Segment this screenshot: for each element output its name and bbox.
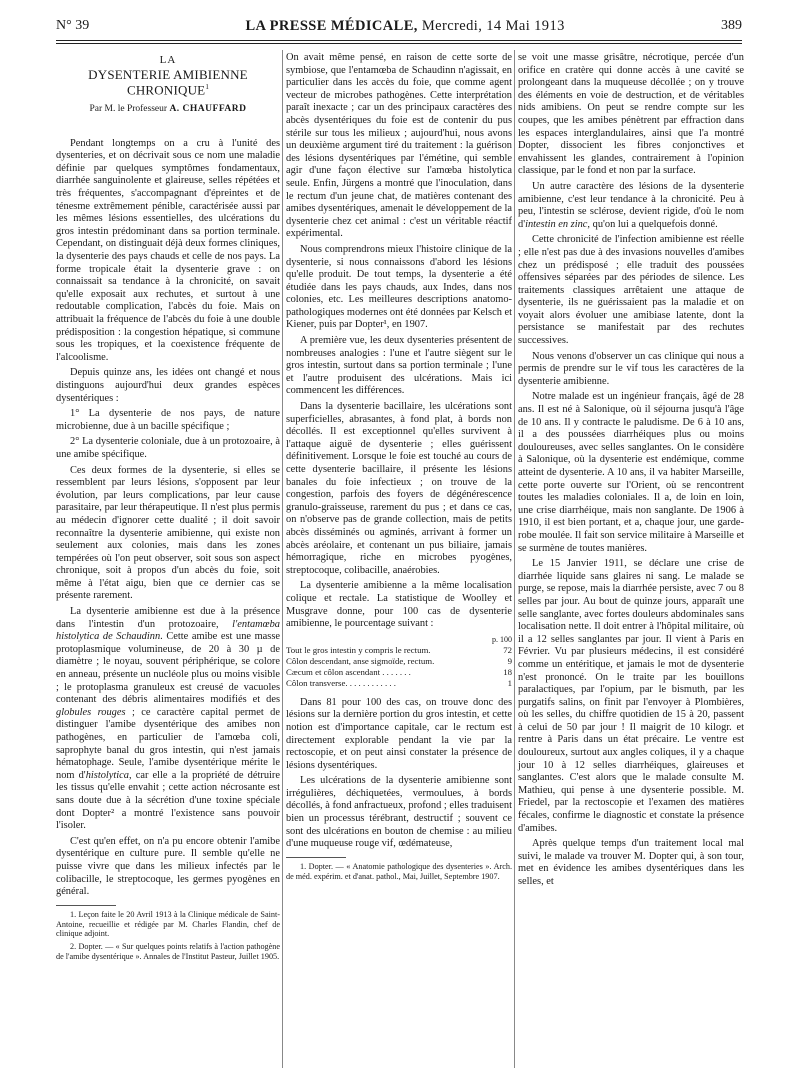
stat-unit: p. 100: [492, 634, 512, 644]
header-rule-2: [56, 43, 742, 44]
column-divider-2: [514, 50, 515, 1068]
paragraph: Ces deux formes de la dysenterie, si elles se ressemblent par leurs lésions, s'opposent par leur évolution, par leurs complications, par leur cause parasitaire, par leur thérapeutique. Il n'est plus permis au médecin d'ignorer cette dualité ; il doit savoir reconnaître la dysenterie amibienne, qui existe non seulement aux colonies, mais dans les zones tempérées où l'on peut observer, soit sous son aspect chronique, soit à propos d'un abcès du foie, soit même à l'état aigu, bien que ce dernier cas se présente rarement.: [56, 464, 280, 602]
table-row: [286, 667, 512, 678]
paragraph: Cette chronicité de l'infection amibienne est réelle ; elle n'est pas due à des invasions nouvelles d'amibes chez un prédisposé ; elle traduit des poussées offensives séparées par des périodes de silence. Les traitements classiques arrêtaient une attaque de dysenterie, ils ne guérissaient pas la maladie et on voyait alors évoluer une amibiase latente, dont la persistance se manifestait par des rechutes successives.: [518, 234, 744, 347]
column-1: [56, 52, 280, 965]
paragraph: se voit une masse grisâtre, nécrotique, percée d'un orifice en cratère qui donne accès à une cavité se prolongeant dans la muqueuse décollée ; on y trouve des éléments en voie de destruction, et de véritables nids amibiens. On peut se rendre compte sur les coupes, que les amibes pénètrent par effraction dans les espaces interglandulaires, ainsi que l'a montré Dopter, dissocient les fibres conjonctives et envahissent les glandes, contrairement à l'opinion classique, par le fond et non par la surface.: [518, 52, 744, 177]
paragraph: A première vue, les deux dysenteries présentent de nombreuses analogies : l'une et l'autre siègent sur le gros intestin, surtout dans sa portion terminale ; l'une et l'autre produisent des ulcérations. Mais ici commencent les différences.: [286, 335, 512, 397]
paragraph: [56, 606, 280, 833]
article-title-text: DYSENTERIE AMIBIENNE CHRONIQUE: [88, 66, 248, 98]
author-name: A. CHAUFFARD: [169, 104, 247, 115]
paragraph: Notre malade est un ingénieur français, âgé de 28 ans. Il est né à Salonique, où il séjourna jusqu'à l'âge de 10 ans. Il y contracte le paludisme. De 6 à 10 ans, il a des poussées diarrhéiques plus ou moins douloureuses, avec selles sanglantes. On le considère à Salonique, où la dysenterie est endémique, comme atteint de dysenterie. A 10 ans, il va habiter Marseille, cette porte ouverte sur l'Orient, où se rencontrent toutes les maladies coloniales. Il a, de loin en loin, une crise diarrhéique, mais non sanglante. De 1906 à 1910, il est bien portant, et a, chaque jour, une garde-robe moulée. Il fait son service militaire à Marseille et se surmène de toutes manières.: [518, 391, 744, 554]
paragraph: Depuis quinze ans, les idées ont changé et nous distinguons aujourd'hui deux grandes espèces dysentériques :: [56, 367, 280, 404]
stat-label: Tout le gros intestin y compris le rectum.: [286, 644, 431, 655]
paragraph: Dans la dysenterie bacillaire, les ulcérations sont superficielles, abrasantes, à fond plat, à bords non décollés. Il est exceptionnel qu'elles survivent à l'attaque aiguë de dysenterie ; elles guérissent définitivement. Lorsque le foie est touché au cours de cette dysenterie bacillaire, il présente les lésions banales du foie infectieux ; on trouve de la congestion, parfois des foyers de dégénérescence granulo-graisseuse, rarement du pus ; et dans ce cas, on n'observe pas de grande collection, mais de petits abcès disséminés ou agminés, arrivant à former un abcès aréolaire, et contenant un pus biliaire, jamais hémorragique, riche en microbes pyogènes, streptocoque, colibacille, anaérobies.: [286, 401, 512, 576]
italic-run: l'entamœba histolytica de Schaudinn: [56, 618, 280, 643]
title-footnote-mark: 1: [205, 83, 210, 92]
column-2: [286, 52, 512, 884]
article-title: [56, 66, 280, 98]
italic-run: intestin en zinc: [525, 218, 588, 230]
paragraph: La dysenterie amibienne a la même localisation colique et rectale. La statistique de Woolley et Musgrave donne, pour 100 cas de dysenterie amibienne, le pourcentage suivant :: [286, 580, 512, 630]
issue-date: Mercredi, 14 Mai 1913: [417, 17, 565, 34]
page-header: [56, 14, 742, 38]
page-number: 389: [720, 18, 742, 33]
text-run: La dysenterie amibienne est due à la présence dans l'intestin d'un protozoaire,: [56, 606, 280, 630]
text-run: , qu'on lui a quelquefois donné.: [587, 218, 718, 230]
italic-run: globules rouges: [56, 706, 126, 718]
text-run: Un autre caractère des lésions de la dysenterie amibienne, c'est leur tendance à la chronicité. Peu à peu, l'intestin se sclérose, devient rigide, d'où le nom d': [518, 180, 744, 230]
paragraph: C'est qu'en effet, on n'a pu encore obtenir l'amibe dysentérique en culture pure. Il semble qu'elle ne puisse vivre que dans les milieux infectés par le colibacille, le streptocoque, les germes pyogènes en général.: [56, 835, 280, 898]
table-row: [286, 678, 512, 689]
table-row: [286, 656, 512, 667]
paragraph: [518, 181, 744, 231]
stat-label: Côlon descendant, anse sigmoïde, rectum.: [286, 655, 435, 666]
stat-label: Côlon transverse. . . . . . . . . . . .: [286, 677, 396, 688]
paragraph: Les ulcérations de la dysenterie amibienne sont irrégulières, déchiquetées, vermoulues, à bords décollés, à fond anfractueux, profond ; elles traduisent bien un processus térébrant, destructif ; souvent ce sont des ulcérations en bouton de chemise : au milieu d'une muqueuse rouge vif, œdémateuse,: [286, 775, 512, 850]
article-kicker: LA: [159, 54, 177, 66]
byline: [56, 103, 280, 116]
stat-value: 9: [507, 655, 512, 666]
footnote-rule: [286, 857, 346, 858]
paragraph: Nous venons d'observer un cas clinique qui nous a permis de prendre sur le vif tous les caractères de la dysenterie amibienne.: [518, 350, 744, 387]
stat-label: Cæcum et côlon ascendant . . . . . . .: [286, 666, 411, 677]
paragraph: Dans 81 pour 100 des cas, on trouve donc des lésions sur la dernière portion du gros intestin, et cette notion est d'importance capitale, car le rectum est directement explorable pendant la vie par la rectoscopie, et on peut ainsi constater la présence de lésions dysentériques.: [286, 696, 512, 771]
header-rule: [56, 40, 742, 41]
footnote-rule: [56, 905, 116, 906]
paragraph: Le 15 Janvier 1911, se déclare une crise de diarrhée liquide sans glaires ni sang. Le malade se purge, se repose, mais la diarrhée persiste, avec 7 ou 8 selles par jour. Au bout de quinze jours, apparaît une selle sanglante, avec fortes douleurs abdominales sans localisation nette. Il doit entrer à l'hôpital militaire, où il a 12 selles sanglantes par jour. Il vient à Paris en Février. Vu par plusieurs médecins, il est considéré comme un entéritique, et jamais le mot de dysenterie n'est prononcé. On le traite par les bouillons paralactiques, par l'opium, par le bismuth, par les purgatifs salins, on finit par l'envoyer à Plombières, où les selles, du chiffre quotidien de 15 à 20, passent à celui de 50 par jour ! Il maigrit de 10 kilogr. et rentre à Paris dans un état précaire. Le ventre est douloureux, surtout aux angles coliques, il y a chaque jour 10 à 12 selles diarrhéiques, glaireuses et sanglantes. C'est alors que le malade consulte M. Mathieu, qui pense à une dysenterie possible. M. Friedel, par la rectoscopie et l'examen des matières fécales, confirme le diagnostic et constate la présence d'amibes.: [518, 558, 744, 834]
statistics-table: [286, 634, 512, 689]
paragraph: Nous comprendrons mieux l'histoire clinique de la dysenterie, si nous connaissons d'abord les lésions qu'elle produit. De tout temps, la dysenterie a été étudiée dans les pays chauds, aux Indes, dans nos colonies, etc. Les meilleures descriptions anatomo-pathologiques modernes ont été données par Kelsch et Kiener, puis par Dopter¹, en 1907.: [286, 243, 512, 331]
column-divider-1: [282, 50, 283, 1068]
text-run: . Cette amibe est une masse protoplasmique volumineuse, de 20 à 30 µ de diamètre ; le noyau, souvent périphérique, se colore en anneau, présente un nucléole plus ou moins visible ; le protoplasma granuleux est creusé de vacuoles contenant des débris alimentaires modifiés et des: [56, 631, 280, 706]
column-3: [518, 52, 744, 892]
journal-title: [245, 18, 564, 35]
stat-value: 18: [503, 666, 512, 677]
table-row: [286, 645, 512, 656]
italic-run: histolytica: [85, 769, 129, 781]
paragraph: 2° La dysenterie coloniale, due à un protozoaire, à une amibe spécifique.: [56, 436, 280, 460]
journal-name: LA PRESSE MÉDICALE,: [245, 17, 418, 34]
footnote: 1. Dopter. — « Anatomie pathologique des dysenteries ». Arch. de méd. expérim. et d'anat. pathol., Mai, Juillet, Septembre 1907.: [286, 861, 512, 881]
paragraph: Après quelque temps d'un traitement local mal suivi, le malade va trouver M. Dopter qui, à son tour, met en évidence les amibes dysentériques dans les selles, et: [518, 838, 744, 887]
paragraph: Pendant longtemps on a cru à l'unité des dysenteries, et on décrivait sous ce nom une maladie définie par quelques symptômes fondamentaux, diarrhée sanguinolente et glaireuse, selles répétées et très fréquentes, s'accompagnant d'épreintes et de ténesme extrêmement pénible, caractérisée aussi par les mêmes lésions essentielles, des ulcérations du gros intestin prédominant dans sa portion terminale. Cependant, on distinguait déjà deux formes cliniques, la dysenterie des pays chauds et celle de nos pays. La forme tropicale était la dysenterie grave : on connaissait sa tendance à la chronicité, on savait qu'elle exposait aux rechutes, et surtout à une redoutable complication, l'abcès du foie. Mais on attribuait la fréquence de l'abcès du foie à une double prédisposition : la congestion hépatique, si commune sous les tropiques, et la coexistence fréquente de l'alcoolisme.: [56, 137, 280, 363]
text-run: , car elle a la propriété de détruire les tissus qu'elle envahit ; cette action nécrosante est sans doute due à la sécrétion d'une toxine spéciale dont Dopter² a montré l'existence sans pouvoir l'isoler.: [56, 769, 280, 832]
byline-prefix: Par M. le Professeur: [89, 104, 170, 115]
stat-value: 1: [507, 677, 512, 688]
footnote: 1. Leçon faite le 20 Avril 1913 à la Clinique médicale de Saint-Antoine, recueillie et rédigée par M. Charles Flandin, chef de clinique adjoint.: [56, 909, 280, 939]
footnote: 2. Dopter. — « Sur quelques points relatifs à l'action pathogène de l'amibe dysentérique ». Annales de l'Institut Pasteur, Juillet 1905.: [56, 942, 280, 961]
paragraph: 1° La dysenterie de nos pays, de nature microbienne, due à un bacille spécifique ;: [56, 408, 280, 432]
paragraph: On avait même pensé, en raison de cette sorte de symbiose, que l'entamœba de Schaudinn n'agissait, en particulier dans les accès du foie, que comme agent vecteur de microbes pathogènes. Cette interprétation paraît inexacte ; car un des principaux caractères des abcès dysentériques du foie est de contenir du pus stérile sur tous les milieux ; aujourd'hui, nous avons un deuxième argument tiré du traitement : la guérison des lésions dysentériques par l'émétine, qui semble agir d'une façon élective sur l'amœba histolytica seule. Enfin, Jürgens a montré que l'inoculation, dans le rectum d'un jeune chat, de matières contenant des amibes dysentériques, amenait le développement de la dysenterie chez cet animal : c'est un véritable réactif expérimental.: [286, 52, 512, 240]
text-run: ; ce caractère capital permet de distinguer l'amibe dysentérique des amibes non pathogènes, en particulier de l'amœba coli, saprophyte banal du gros intestin, qui n'est jamais hématophage. Seule, l'amibe dysentérique mérite le nom d': [56, 706, 280, 781]
stat-value: 72: [503, 644, 512, 655]
issue-number: N° 39: [56, 18, 90, 33]
